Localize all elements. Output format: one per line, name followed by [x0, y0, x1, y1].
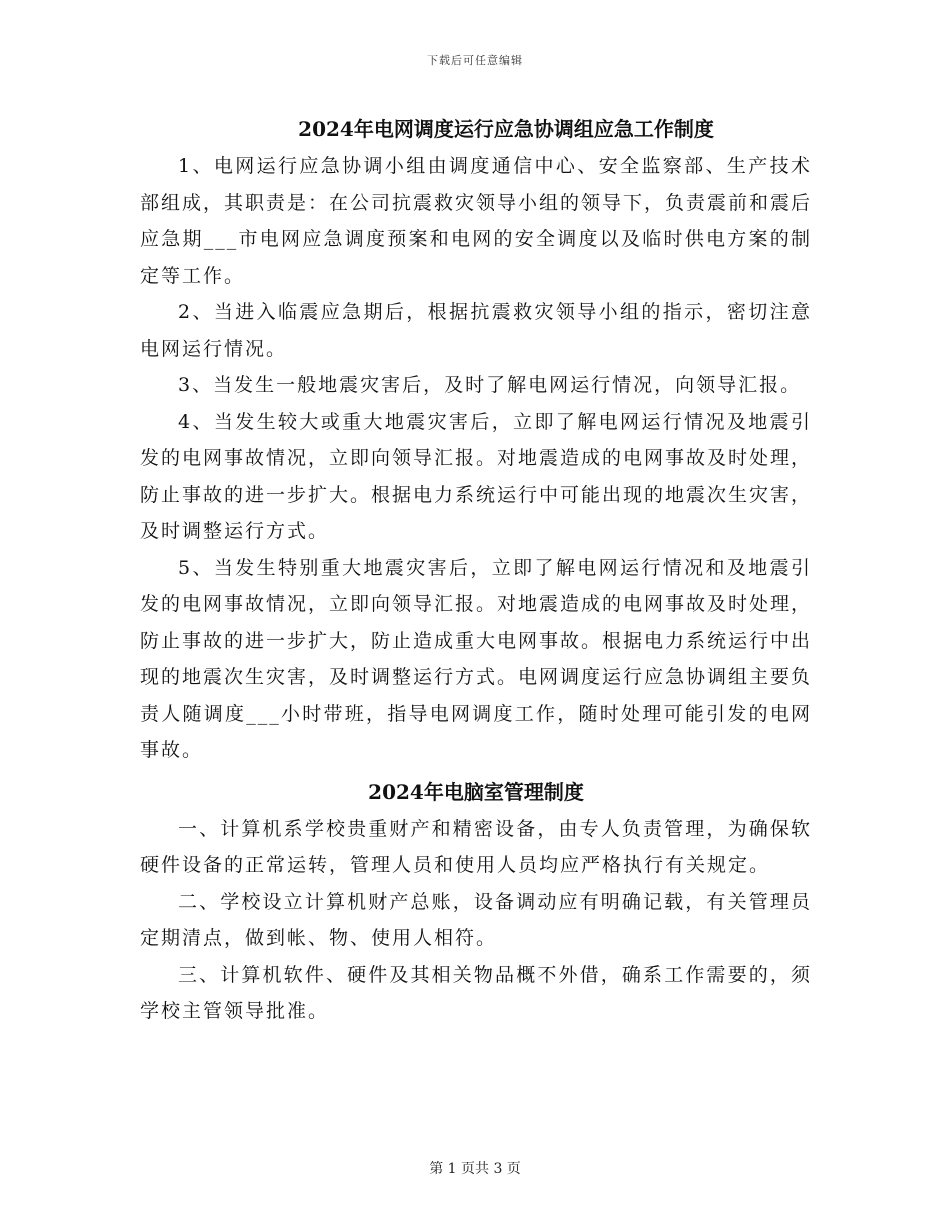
paragraph: 4、当发生较大或重大地震灾害后，立即了解电网运行情况及地震引发的电网事故情况，立即向领导汇报。对地震造成的电网事故及时处理，防止事故的进一步扩大。根据电力系统运行中可能出现的地震次生灾害，及时调整运行方式。 — [140, 410, 813, 542]
paragraph: 三、计算机软件、硬件及其相关物品概不外借，确系工作需要的，须学校主管领导批准。 — [140, 963, 812, 1022]
paragraph: 2、当进入临震应急期后，根据抗震救灾领导小组的指示，密切注意电网运行情况。 — [140, 301, 812, 360]
paragraph: 二、学校设立计算机财产总账，设备调动应有明确记载，有关管理员定期清点，做到帐、物、使用人相符。 — [140, 890, 812, 949]
header-note: 下载后可任意编辑 — [427, 54, 523, 67]
section-title: 2024年电脑室管理制度 — [368, 779, 584, 804]
document-body — [140, 112, 812, 1030]
section-emergency-dispatch — [140, 112, 812, 769]
page-indicator: 第 1 页共 3 页 — [429, 1161, 521, 1177]
paragraph: 1、电网运行应急协调小组由调度通信中心、安全监察部、生产技术部组成，其职责是：在公司抗震救灾领导小组的领导下，负责震前和震后应急期___市电网应急调度预案和电网的安全调度以及临时供电方案的制定等工作。 — [140, 155, 813, 287]
section-title: 2024年电网调度运行应急协调组应急工作制度 — [298, 117, 714, 141]
paragraph: 5、当发生特别重大地震灾害后，立即了解电网运行情况和及地震引发的电网事故情况，立即向领导汇报。对地震造成的电网事故及时处理，防止事故的进一步扩大，防止造成重大电网事故。根据电力系统运行中出现的地震次生灾害，及时调整运行方式。电网调度运行应急协调组主要负责人随调度___小时带班，指导电网调度工作，随时处理可能引发的电网事故。 — [140, 556, 813, 761]
section-computer-room — [140, 775, 812, 1030]
paragraph: 3、当发生一般地震灾害后，及时了解电网运行情况，向领导汇报。 — [178, 374, 802, 396]
paragraph: 一、计算机系学校贵重财产和精密设备，由专人负责管理，为确保软硬件设备的正常运转，管理人员和使用人员均应严格执行有关规定。 — [140, 817, 812, 876]
